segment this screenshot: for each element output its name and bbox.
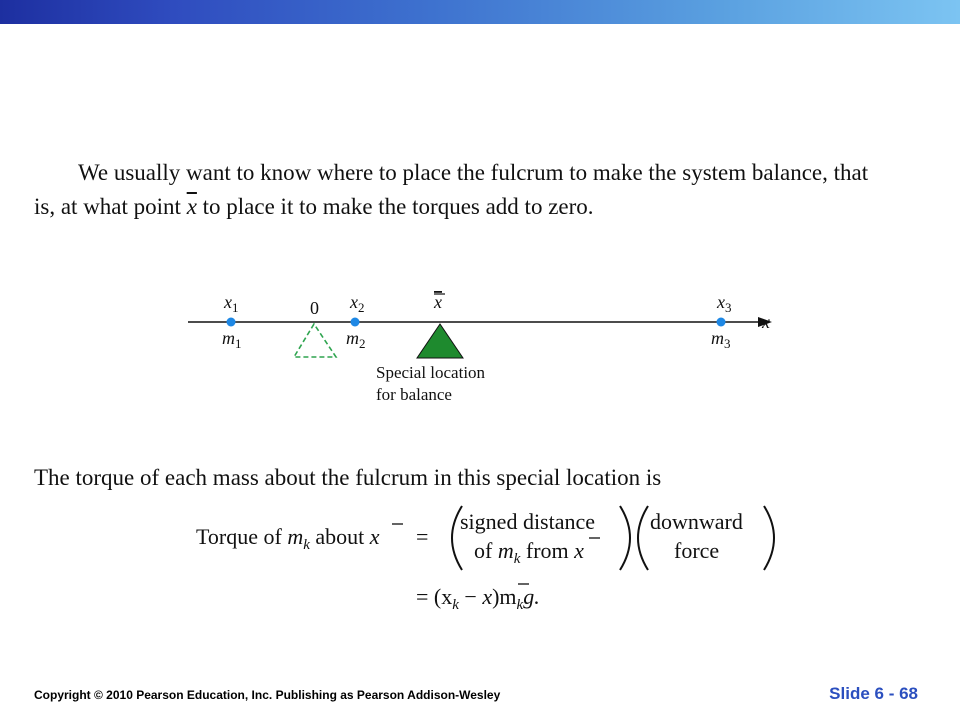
caption-line-1: Special location — [376, 363, 486, 382]
x2-label: $x_2$ — [350, 292, 365, 315]
title-banner — [0, 0, 960, 24]
fulcrum-triangle-icon — [417, 324, 463, 358]
balance-diagram — [180, 280, 800, 420]
equation-result: = $(x_k - x)m_kg$. — [416, 584, 540, 613]
torque-intro-text: The torque of each mass about the fulcrum in this special location is — [34, 465, 662, 490]
paragraph-line-1: We usually want to know where to place the fulcrum to make the system balance, that — [78, 160, 869, 185]
paren-close-2 — [764, 506, 774, 570]
paren-open-2 — [638, 506, 648, 570]
paren2-line2: force — [674, 538, 720, 563]
paren-close-1 — [620, 506, 630, 570]
x-bar-symbol: $\overline{x}$ — [186, 194, 197, 219]
m2-label: $m_2$ — [346, 328, 366, 351]
intro-paragraph — [34, 156, 934, 224]
equation-lhs: Torque of $m_k$ about x — [196, 524, 380, 553]
mass-point-2 — [351, 318, 360, 327]
m3-label: $m_3$ — [711, 328, 731, 351]
torque-equation — [180, 498, 790, 618]
mass-point-1 — [227, 318, 236, 327]
copyright-footer: Copyright © 2010 Pearson Education, Inc. Publishing as Pearson Addison-Wesley — [34, 688, 501, 702]
equals-sign-1: = — [416, 524, 429, 549]
paren1-line1: signed distance — [460, 509, 596, 534]
axis-label: x — [762, 312, 770, 332]
m1-label: $m_1$ — [222, 328, 242, 351]
caption-line-2: for balance — [376, 385, 452, 404]
paragraph-line-2-end: to place it to make the torques add to zero. — [196, 194, 594, 219]
x1-label: $x_1$ — [224, 292, 239, 315]
paren1-line2: of $m_k$ from x — [474, 538, 584, 567]
dashed-fulcrum-icon — [294, 324, 336, 357]
x3-label: $x_3$ — [717, 292, 732, 315]
x-bar-label: x — [434, 292, 442, 312]
mass-point-3 — [717, 318, 726, 327]
slide-number: Slide 6 - 68 — [829, 684, 918, 703]
number-line-figure — [180, 280, 800, 420]
paren2-line1: downward — [650, 509, 743, 534]
origin-label: 0 — [310, 298, 319, 318]
paragraph-line-2-start: is, at what point — [34, 194, 187, 219]
